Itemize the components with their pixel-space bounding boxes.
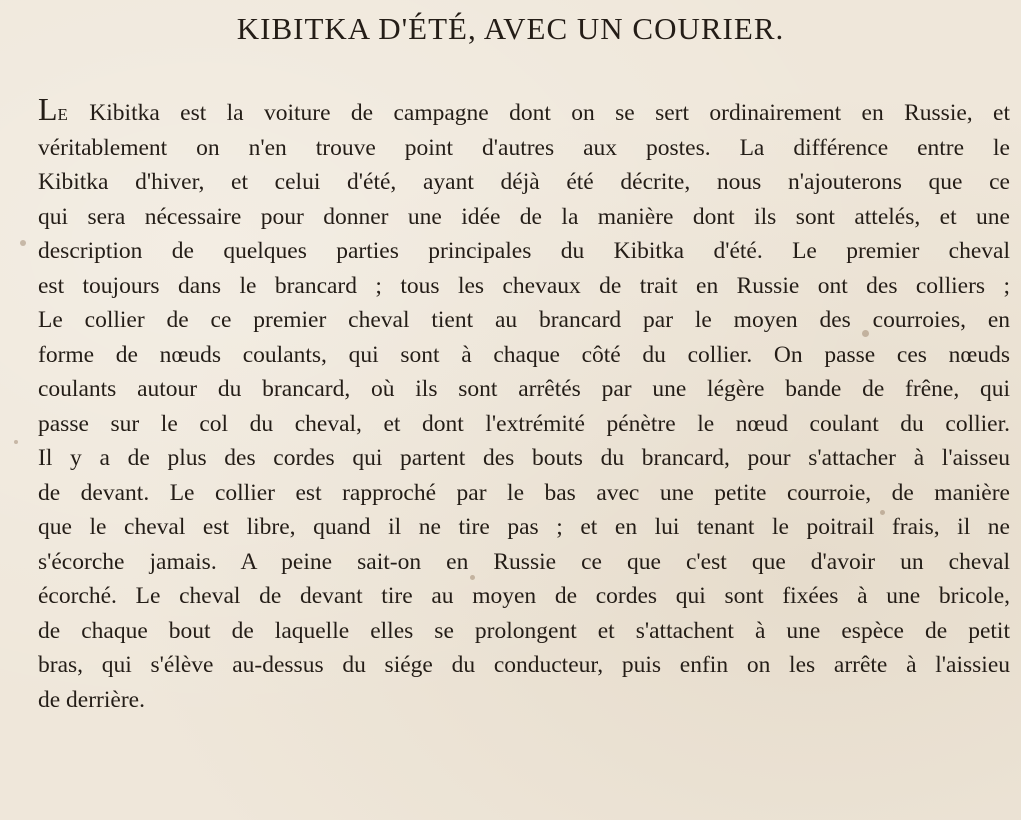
text-line: véritablement on n'en trouve point d'autres aux postes. La différence entre le xyxy=(38,134,1010,161)
foxing-spot xyxy=(14,440,18,444)
text-line: passe sur le col du cheval, et dont l'extrémité pénètre le nœud coulant du collier. xyxy=(38,410,1010,437)
text-line: de derrière. xyxy=(38,686,145,713)
text-line: que le cheval est libre, quand il ne tire pas ; et en lui tenant le poitrail frais, il ne xyxy=(38,514,1010,540)
foxing-spot xyxy=(20,240,26,246)
text-line: de devant. Le collier est rapproché par le bas avec une petite courroie, de manière xyxy=(38,479,1010,506)
text-line: forme de nœuds coulants, qui sont à chaque côté du collier. On passe ces nœuds xyxy=(38,341,1010,368)
page-title: KIBITKA D'ÉTÉ, AVEC UN COURIER. xyxy=(236,11,785,46)
text-line: écorché. Le cheval de devant tire au moyen de cordes qui sont fixées à une bricole, xyxy=(38,583,1010,609)
text-line: qui sera nécessaire pour donner une idée de la manière dont ils sont attelés, et une xyxy=(38,203,1010,230)
text-line: coulants autour du brancard, où ils sont arrêtés par une légère bande de frêne, qui xyxy=(38,376,1010,402)
text-line: Il y a de plus des cordes qui partent des bouts du brancard, pour s'attacher à l'aisseu xyxy=(38,445,1010,471)
text-line: description de quelques parties principales du Kibitka d'été. Le premier cheval xyxy=(38,238,1010,264)
text-line: Le collier de ce premier cheval tient au brancard par le moyen des courroies, en xyxy=(38,307,1010,333)
foxing-spot xyxy=(470,575,475,580)
small-cap: E xyxy=(57,105,69,124)
text-line: bras, qui s'élève au-dessus du siége du conducteur, puis enfin on les arrête à l'aissieu xyxy=(38,652,1010,678)
text-line: est toujours dans le brancard ; tous les chevaux de trait en Russie ont des colliers ; xyxy=(38,272,1010,299)
body-paragraph xyxy=(38,91,1010,717)
drop-cap: L xyxy=(38,91,58,127)
foxing-spot xyxy=(862,330,869,337)
foxing-spot xyxy=(880,510,885,515)
text-line: LE Kibitka est la voiture de campagne dont on se sert ordinairement en Russie, et xyxy=(38,91,1010,127)
text-line: s'écorche jamais. A peine sait-on en Russie ce que c'est que d'avoir un cheval xyxy=(38,548,1010,575)
text-line: de chaque bout de laquelle elles se prolongent et s'attachent à une espèce de petit xyxy=(38,617,1010,644)
text-line: Kibitka d'hiver, et celui d'été, ayant déjà été décrite, nous n'ajouterons que ce xyxy=(38,169,1010,195)
